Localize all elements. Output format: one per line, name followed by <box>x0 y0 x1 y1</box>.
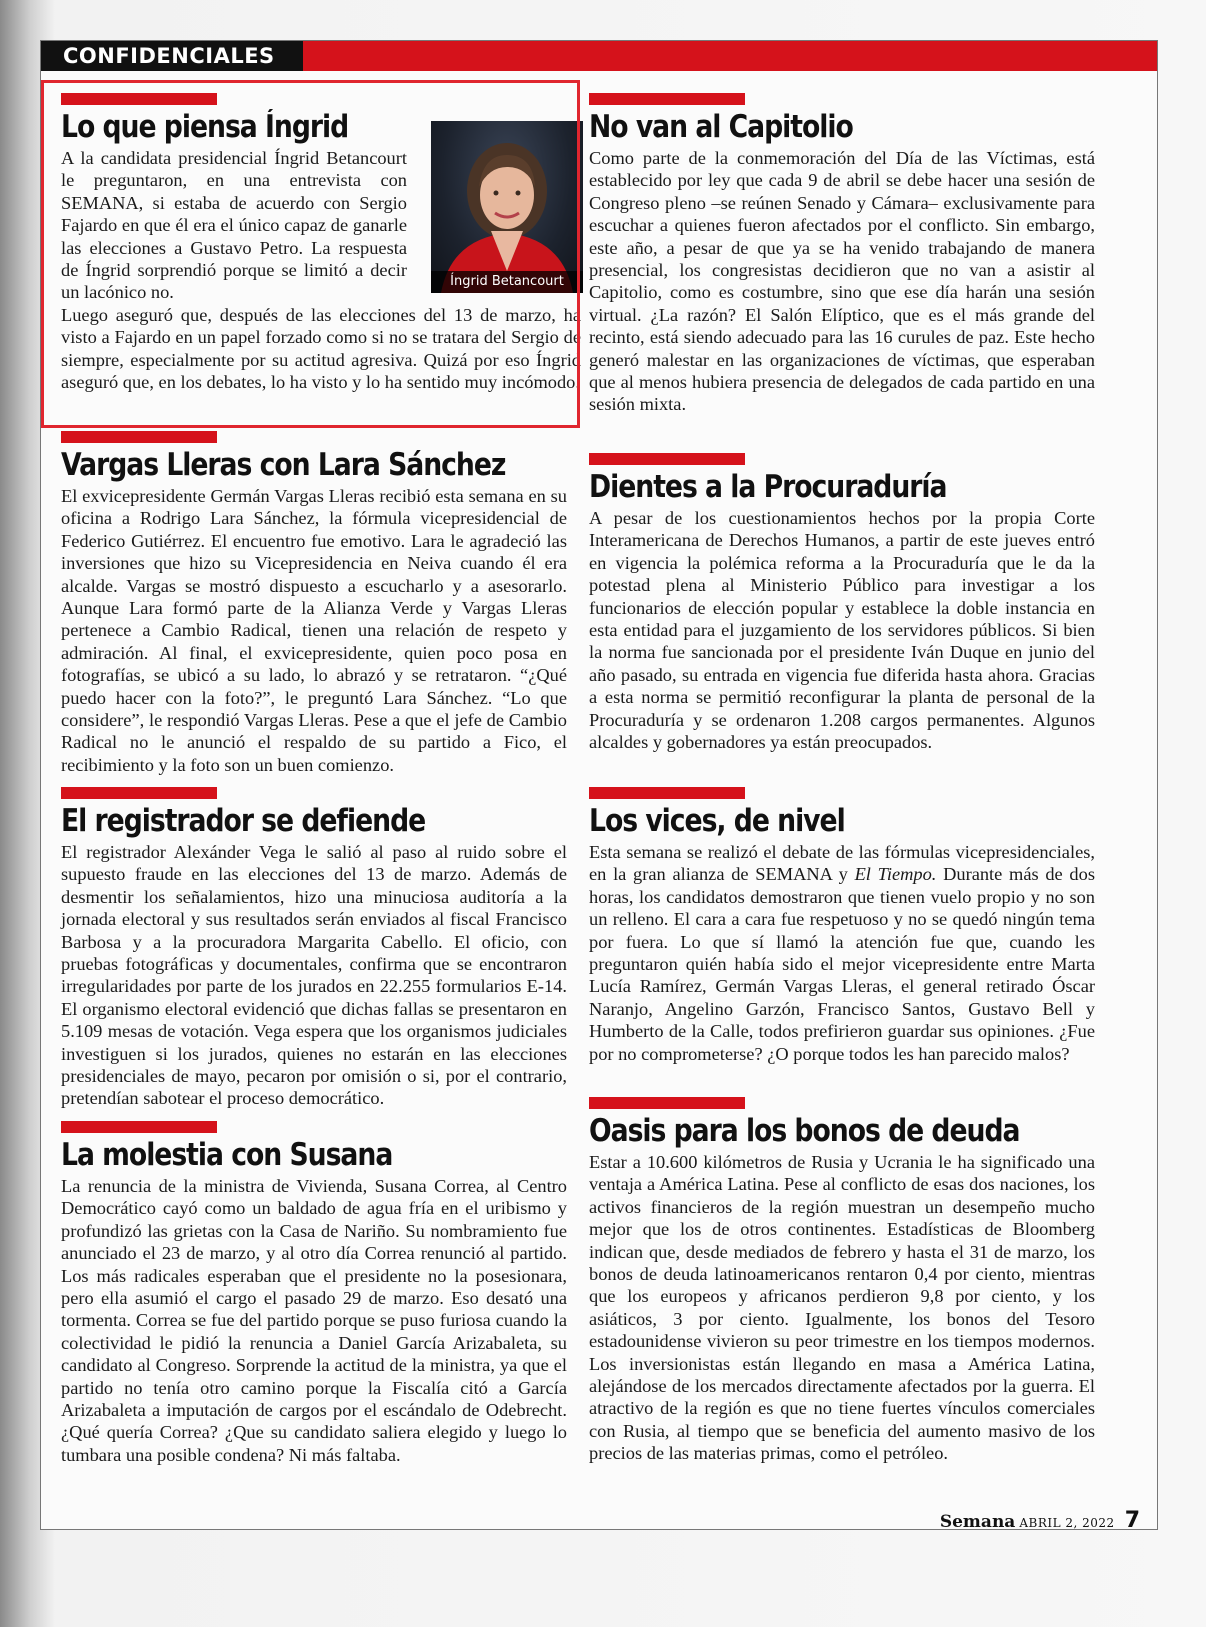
article-red-bar <box>61 431 217 443</box>
body-post: Durante más de dos horas, los candidatos demostraron que tienen vuelo propio y no son un relleno. El cara a cara fue respetuoso y no se quedó ningún tema por fuera. Lo que sí llamó la atención fue que, cuando les preguntaron quién había sido el mejor vicepresidente entre Marta Lucía Ramírez, Germán Vargas Lleras, el general retirado Óscar Naranjo, Angelino Garzón, Francisco Santos, Gustavo Bell y Humberto de la Calle, todos prefirieron guardar sus opiniones. ¿Fue por no comprometerse? ¿O porque todos les han parecido malos? <box>589 864 1095 1064</box>
article-title: Dientes a la Procuraduría <box>589 469 947 505</box>
body-pre: Esta semana se realizó el debate de las fórmulas vicepresidenciales, en la gran alianza de SEMANA y <box>589 842 1095 885</box>
highlight-box <box>41 80 580 428</box>
article-vargas-lleras <box>61 431 567 776</box>
article-red-bar <box>589 787 745 799</box>
magazine-name: Semana <box>939 1512 1016 1532</box>
article-title: Los vices, de nivel <box>589 803 845 839</box>
article-red-bar <box>589 1097 745 1109</box>
article-body: El registrador Alexánder Vega le salió al paso al ruido sobre el supuesto fraude en las elecciones del 13 de marzo. Además de desmentir los señalamientos, hizo una minuciosa auditoría a la jornada electoral y sus resultados serán enviados al fiscal Francisco Barbosa y a la procuradora Margarita Cabello. El oficio, con pruebas fotográficas y documentales, confirma que se encontraron irregularidades por parte de los jurados en 22.255 formularios E-14. El organismo electoral evidenció que dichas fallas se presentaron en 5.109 mesas de votación. Vega espera que los organismos judiciales investiguen si los jurados, quienes no estarán en las elecciones presidenciales de mayo, pecaron por omisión o si, por el contrario, pretendían sabotear el proceso democrático. <box>61 842 567 1109</box>
article-title: La molestia con Susana <box>61 1137 393 1173</box>
body-italic: El Tiempo. <box>854 864 937 885</box>
article-title: Oasis para los bonos de deuda <box>589 1113 1020 1149</box>
article-dientes-procuraduria <box>589 453 1095 753</box>
article-red-bar <box>589 453 745 465</box>
article-red-bar <box>589 93 745 105</box>
article-title: Vargas Lleras con Lara Sánchez <box>61 447 506 483</box>
article-body: A pesar de los cuestionamientos hechos por la propia Corte Interamericana de Derechos Humanos, a partir de este jueves entró en vigencia la polémica reforma a la Procuraduría que le da la potestad plena al Ministerio Público para investigar a los funcionarios de elección popular y establece la doble instancia en esta entidad para el juzgamiento de los servidores públicos. Si bien la norma fue sancionada por el presidente Iván Duque en junio del año pasado, su entrada en vigencia fue diferida hasta ahora. Gracias a esta norma se permitió reconfigurar la planta de personal de la Procuraduría y se ordenaron 1.208 cargos permanentes. Algunos alcaldes y gobernadores ya están preocupados. <box>589 508 1095 753</box>
article-body-intro: A la candidata presidencial Íngrid Betancourt le preguntaron, en una entrevista con SEMANA, si estaba de acuerdo con Sergio Fajardo en que él era el único capaz de ganarle las elecciones a Gustavo Petro. La respuesta de Íngrid sorprendió porque se limitó a decir un lacónico no. <box>61 148 407 303</box>
article-vices-nivel <box>589 787 1095 1065</box>
article-body: La renuncia de la ministra de Vivienda, Susana Correa, al Centro Democrático cayó como un baldado de agua fría en el uribismo y profundizó las grietas con la Casa de Nariño. Su nombramiento fue anunciado el 23 de marzo, y al otro día Correa renunció al partido. Los más radicales esperaban que el presidente no la posesionara, pero ella asumió el cargo el pasado 29 de marzo. Eso desató una tormenta. Correa se fue del partido porque se puso furiosa cuando la colectividad le pidió la renuncia a Daniel García Arizabaleta, su candidato al Congreso. Sorprende la actitud de la ministra, ya que el partido no tenía otro camino porque la Fiscalía citó a García Arizabaleta a imputación de cargos por el escándalo de Odebrecht. ¿Qué quería Correa? ¿Que su candidato saliera elegido y luego lo tumbara una posible condena? Ni más faltaba. <box>61 1176 567 1465</box>
page-footer <box>940 1508 1140 1533</box>
article-title: El registrador se defiende <box>61 803 426 839</box>
article-title: Lo que piensa Íngrid <box>61 109 349 145</box>
photo-caption: Íngrid Betancourt <box>431 271 583 293</box>
article-red-bar <box>61 1121 217 1133</box>
article-body-rest: Luego aseguró que, después de las elecciones del 13 de marzo, ha visto a Fajardo en un papel forzado como si no se tratara del Sergio de siempre, especialmente por su actitud agresiva. Quizá por eso Íngrid aseguró que, en los debates, lo ha visto y lo ha sentido muy incómodo. <box>61 304 581 393</box>
article-molestia-susana <box>61 1121 567 1466</box>
article-no-van-capitolio <box>589 93 1095 416</box>
article-body: Estar a 10.600 kilómetros de Rusia y Ucrania le ha significado una ventaja a América Latina. Pese al conflicto de esas dos naciones, los activos financieros de la región muestran un desempeño mucho mejor que los de otros continentes. Estadísticas de Bloomberg indican que, desde mediados de febrero y hasta el 31 de marzo, los bonos de deuda latinoamericanos rentaron 0,4 por ciento, mientras que los europeos y africanos perdieron 9,8 por ciento, y los asiáticos, 3 por ciento. Igualmente, los bonos del Tesoro estadounidense vivieron su peor trimestre en los tiempos modernos. Los inversionistas están llegando en masa a América Latina, alejándose de los mercados directamente afectados por la guerra. El atractivo de la región es que no tiene fuertes vínculos comerciales con Rusia, al tiempo que se beneficia del aumento masivo de los precios de las materias primas, como el petróleo. <box>589 1152 1095 1464</box>
issue-date: ABRIL 2, 2022 <box>1019 1516 1115 1530</box>
page-number: 7 <box>1124 1508 1140 1533</box>
article-title: No van al Capitolio <box>589 109 853 145</box>
article-body <box>589 841 1095 1065</box>
article-body: Como parte de la conmemoración del Día de las Víctimas, está establecido por ley que cada 9 de abril se debe hacer una sesión de Congreso pleno –se reúnen Senado y Cámara– exclusivamente para escuchar a quienes fueron afectados por el conflicto. Sin embargo, este año, a pesar de que ya se ha venido trabajando de manera presencial, los congresistas decidieron que no van a asistir al Capitolio, como es costumbre, sino que ese día harán una sesión virtual. ¿La razón? El Salón Elíptico, que es el más grande del recinto, está siendo adecuado para las 16 curules de paz. Este hecho generó malestar en las organizaciones de víctimas, que esperaban que al menos hubiera presencia de delegados de cada partido en una sesión mixta. <box>589 148 1095 415</box>
section-label: CONFIDENCIALES <box>41 41 303 71</box>
article-registrador <box>61 787 567 1110</box>
article-oasis-bonos <box>589 1097 1095 1465</box>
article-red-bar <box>61 787 217 799</box>
article-body: El exvicepresidente Germán Vargas Lleras recibió esta semana en su oficina a Rodrigo Lara Sánchez, la fórmula vicepresidencial de Federico Gutiérrez. El encuentro fue emotivo. Lara le agradeció las inversiones que hizo su Vicepresidencia en Neiva cuando él era alcalde. Vargas se mostró dispuesto a escucharlo y a asesorarlo. Aunque Lara formó parte de la Alianza Verde y Vargas Lleras pertenece a Cambio Radical, tienen una relación de respeto y admiración. Al final, el exvicepresidente, quien poco posa en fotografías, se ubicó a su lado, lo abrazó y se retrataron. “¿Qué puedo hacer con la foto?”, le preguntó Lara Sánchez. “Lo que considere”, le respondió Vargas Lleras. Pese a que el jefe de Cambio Radical no le anunció el respaldo de su partido a Fico, el recibimiento y la foto son un buen comienzo. <box>61 486 567 775</box>
